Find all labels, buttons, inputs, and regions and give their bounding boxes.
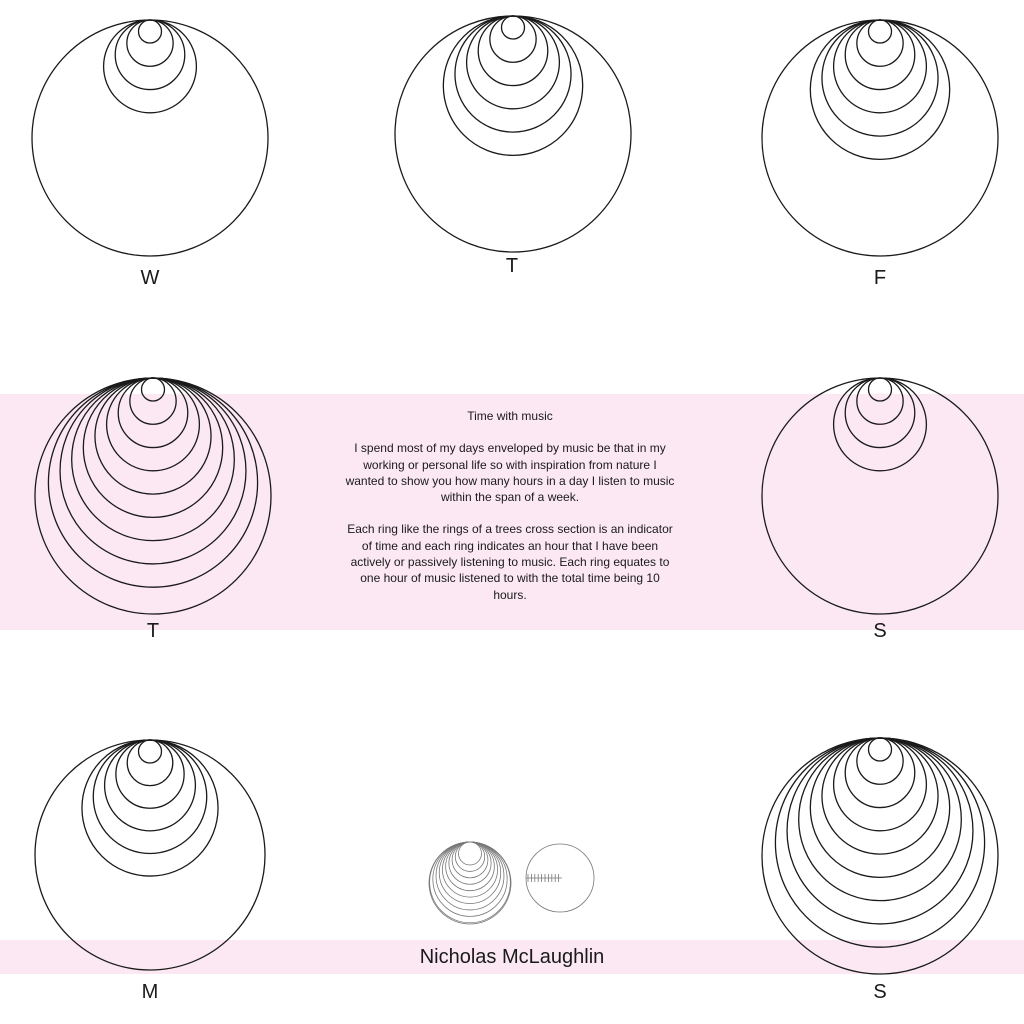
legend-rings-example — [429, 842, 511, 924]
outer-circle — [395, 16, 631, 252]
day-label: W — [140, 267, 160, 289]
legend-scale-glyph — [526, 844, 594, 912]
hour-ring — [869, 738, 892, 761]
hour-ring — [48, 378, 257, 587]
day-label: M — [141, 981, 159, 1003]
hour-ring — [116, 740, 184, 808]
author-name: Nicholas McLaughlin — [419, 946, 605, 968]
day-rings-2 — [762, 20, 998, 256]
outer-circle — [35, 378, 271, 614]
day-rings-0 — [32, 20, 268, 256]
hour-ring — [845, 20, 915, 90]
description-block — [345, 408, 675, 619]
hour-ring — [478, 16, 548, 86]
outer-circle — [35, 740, 265, 970]
hour-ring — [93, 740, 206, 853]
outer-circle — [762, 738, 998, 974]
hour-ring — [822, 738, 938, 854]
hour-ring — [845, 738, 915, 808]
day-label: S — [873, 981, 887, 1003]
hour-ring — [452, 842, 488, 878]
hour-ring — [439, 842, 501, 904]
description-paragraph-1: I spend most of my days enveloped by music be that in my working or personal life so with inspiration from nature I wanted to show you how many hours in a day I listen to music within the span of a week. — [345, 441, 675, 505]
chart-title: Time with music — [467, 409, 553, 423]
hour-ring — [72, 378, 235, 541]
hour-ring — [775, 738, 984, 947]
hour-ring — [436, 842, 504, 910]
outer-circle — [32, 20, 268, 256]
hour-ring — [455, 16, 571, 132]
day-rings-1 — [395, 16, 631, 252]
hour-ring — [430, 842, 511, 923]
hour-ring — [139, 740, 162, 763]
hour-ring — [869, 20, 892, 43]
day-rings-3 — [35, 378, 271, 614]
hour-ring — [799, 738, 962, 901]
hour-ring — [118, 378, 188, 448]
hour-ring — [845, 378, 915, 448]
day-rings-5 — [35, 740, 265, 970]
hour-ring — [459, 842, 482, 865]
hour-ring — [822, 20, 938, 136]
outer-circle — [762, 378, 998, 614]
hour-ring — [455, 842, 484, 871]
day-label: S — [873, 620, 887, 642]
hour-ring — [95, 378, 211, 494]
day-label: T — [146, 620, 160, 642]
day-rings-6 — [762, 738, 998, 974]
hour-ring — [442, 842, 497, 897]
hour-ring — [139, 20, 162, 43]
hour-ring — [502, 16, 525, 39]
hour-ring — [869, 378, 892, 401]
outer-circle — [762, 20, 998, 256]
hour-ring — [115, 20, 185, 90]
day-label: T — [505, 255, 519, 277]
description-paragraph-2: Each ring like the rings of a trees cross section is an indicator of time and each ring indicates an hour that I have been actively or passively listening to music. Each ring equates to one hour of music listened to with the total time being 10 hours. — [347, 522, 673, 602]
day-rings-4 — [762, 378, 998, 614]
hour-ring — [142, 378, 165, 401]
day-label: F — [873, 267, 887, 289]
